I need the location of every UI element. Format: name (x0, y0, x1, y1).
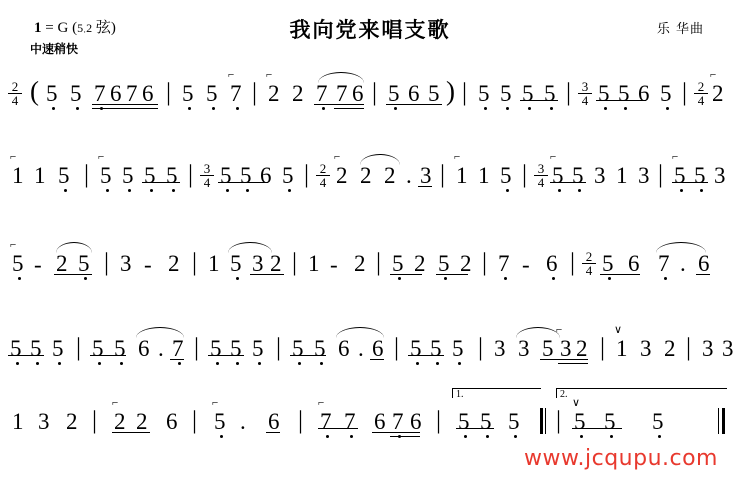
note: 3 (638, 163, 650, 188)
octave-dot-below (16, 362, 19, 365)
barline: | (440, 161, 446, 188)
note: 7 (320, 409, 332, 434)
note: 5 (508, 409, 520, 434)
beam-line (54, 274, 92, 275)
barline: | (478, 334, 484, 361)
octave-dot-below (216, 362, 219, 365)
note: 2 (292, 81, 304, 106)
octave-dot-below (36, 362, 39, 365)
slur (516, 324, 563, 338)
octave-dot-below (610, 435, 613, 438)
note: 3 (518, 336, 530, 361)
note-extension-dash: - (522, 252, 530, 277)
note: 5 (674, 163, 686, 188)
note: 7 (344, 409, 356, 434)
note: 7 (658, 251, 670, 276)
beam-line (318, 428, 358, 429)
grace-mark: ⌐ (672, 151, 679, 163)
key-signature: 1 = G ($5_\cdot 2$ 弦) (34, 20, 116, 37)
note: . (358, 336, 364, 361)
barline: | (462, 79, 468, 106)
note: 2 (414, 251, 426, 276)
note: 5 (114, 336, 126, 361)
note-extension-dash: - (330, 252, 338, 277)
grace-mark: ⌐ (10, 239, 17, 251)
note: 2 (136, 409, 148, 434)
note: 6 (374, 409, 386, 434)
grace-mark: ⌐ (228, 69, 235, 81)
beam-line (8, 355, 44, 356)
phrase-paren-close: ) (446, 76, 455, 106)
note: 2 (114, 409, 126, 434)
grace-mark: ⌐ (266, 69, 273, 81)
note: 5 (78, 251, 90, 276)
octave-dot-below (120, 362, 123, 365)
time-signature: $\frac{3}{4}$ (578, 80, 592, 108)
grace-mark: ⌐ (556, 324, 563, 336)
note: 5 (214, 409, 226, 434)
note: 5 (458, 409, 470, 434)
note: 3 (420, 163, 432, 188)
time-signature: $\frac{2}{4}$ (582, 250, 596, 278)
barline: | (376, 249, 382, 276)
note: 2 (270, 251, 282, 276)
barline: | (682, 79, 688, 106)
note: 5 (12, 251, 24, 276)
octave-dot-below (326, 435, 329, 438)
barline: | (188, 161, 194, 188)
note: 5 (392, 251, 404, 276)
note: 5 (92, 336, 104, 361)
note: 2 (664, 336, 676, 361)
grace-mark: ⌐ (550, 151, 557, 163)
barline: | (92, 407, 98, 434)
note-extension-dash: - (144, 252, 152, 277)
note: 5 (282, 163, 294, 188)
note: 5 (52, 336, 64, 361)
note: 5 (652, 409, 664, 434)
note: 3 (494, 336, 506, 361)
beam-line (90, 355, 126, 356)
barline: | (192, 249, 198, 276)
note: 3 (120, 251, 132, 276)
note: 7 (316, 81, 328, 106)
octave-dot-below (236, 277, 239, 280)
octave-dot-below (320, 362, 323, 365)
page-title: 我向党来唱支歌 (289, 17, 451, 42)
note: . (680, 251, 686, 276)
note: 3 (38, 409, 50, 434)
note: 6 (260, 163, 272, 188)
note: 5 (206, 81, 218, 106)
octave-dot-below (514, 435, 517, 438)
volta-label-1: 1. (456, 389, 464, 400)
note: 5 (230, 251, 242, 276)
barline: | (194, 334, 200, 361)
note: 5 (30, 336, 42, 361)
note: 5 (100, 163, 112, 188)
note: 5 (292, 336, 304, 361)
barline: | (686, 334, 692, 361)
note: 5 (452, 336, 464, 361)
grace-mark: ⌐ (98, 151, 105, 163)
grace-mark: ⌐ (710, 69, 717, 81)
grace-mark: ⌐ (318, 397, 325, 409)
note: 5 (210, 336, 222, 361)
octave-dot-below (98, 362, 101, 365)
note: 5 (10, 336, 22, 361)
note: 1 (308, 251, 320, 276)
note: 7 (126, 81, 138, 106)
barline: | (84, 161, 90, 188)
note: 1 (616, 163, 628, 188)
octave-dot-below (436, 362, 439, 365)
barline: | (76, 334, 82, 361)
octave-dot-below (58, 362, 61, 365)
note: 6 (142, 81, 154, 106)
note: . (158, 336, 164, 361)
barline: | (522, 161, 528, 188)
note: 2 (336, 163, 348, 188)
note: 7 (498, 251, 510, 276)
note: 5 (252, 336, 264, 361)
grace-mark: ⌐ (10, 151, 17, 163)
note: 6 (698, 251, 710, 276)
note: 3 (252, 251, 264, 276)
barline: | (566, 79, 572, 106)
note: 6 (110, 81, 122, 106)
barline: | (658, 161, 664, 188)
note: 5 (182, 81, 194, 106)
note: 7 (94, 81, 106, 106)
tempo-marking: 中速稍快 (30, 42, 79, 56)
octave-dot-below (416, 362, 419, 365)
slur (336, 327, 384, 338)
note: 5 (122, 163, 134, 188)
music-system-1-tail (0, 70, 740, 126)
note: 2 (168, 251, 180, 276)
note: 1 (12, 409, 24, 434)
music-system-3 (0, 240, 740, 296)
barline: | (482, 249, 488, 276)
note: 1 (616, 336, 628, 361)
barline: | (252, 79, 258, 106)
note: 7 (230, 81, 242, 106)
octave-dot-below (486, 435, 489, 438)
note: 6 (408, 81, 420, 106)
note: 2 (56, 251, 68, 276)
note: 1 (208, 251, 220, 276)
octave-dot-below (552, 277, 555, 280)
volta-label-2: 2. (560, 389, 568, 400)
note: . (406, 163, 412, 188)
note: 5 (428, 81, 440, 106)
note: 3 (640, 336, 652, 361)
note: 6 (628, 251, 640, 276)
watermark: www.jcqupu.com (524, 446, 718, 471)
note: 5 (572, 163, 584, 188)
note: 2 (576, 336, 588, 361)
note-extension-dash: - (34, 252, 42, 277)
octave-dot-below (504, 277, 507, 280)
note: 6 (338, 336, 350, 361)
time-signature: $\frac{3}{4}$ (534, 162, 548, 190)
note: 7 (392, 409, 404, 434)
note: 5 (430, 336, 442, 361)
note: 5 (230, 336, 242, 361)
note: 1 (478, 163, 490, 188)
note: 6 (410, 409, 422, 434)
note: 3 (714, 163, 726, 188)
note: 2 (360, 163, 372, 188)
note: 6 (546, 251, 558, 276)
volta-bracket-1 (452, 388, 541, 398)
note: 5 (240, 163, 252, 188)
note: 2 (354, 251, 366, 276)
octave-dot-below (258, 362, 261, 365)
slur (656, 242, 706, 253)
note: 5 (574, 409, 586, 434)
note: 1 (12, 163, 24, 188)
grace-mark: ⌐ (454, 151, 461, 163)
composer-credit: 乐 华曲 (656, 22, 704, 37)
note: 2 (460, 251, 472, 276)
note: 6 (372, 336, 384, 361)
note: 3 (560, 336, 572, 361)
octave-dot-below (220, 435, 223, 438)
octave-dot-below (458, 362, 461, 365)
beam-line (390, 436, 420, 437)
octave-dot-below (464, 435, 467, 438)
note: 5 (500, 81, 512, 106)
beam-line (600, 274, 640, 275)
note: 5 (500, 163, 512, 188)
music-system-4 (0, 325, 740, 381)
note: 5 (618, 81, 630, 106)
beam-line (456, 428, 494, 429)
grace-mark: ∨ (572, 397, 581, 409)
note: . (240, 409, 246, 434)
slur (136, 327, 184, 338)
note: 5 (598, 81, 610, 106)
barline: | (372, 79, 378, 106)
barline: | (394, 334, 400, 361)
note: 6 (352, 81, 364, 106)
note: 5 (602, 251, 614, 276)
barline: | (166, 79, 172, 106)
time-signature: $\frac{2}{4}$ (8, 80, 22, 108)
note: 5 (388, 81, 400, 106)
beam-line (372, 432, 420, 433)
octave-dot-below (236, 362, 239, 365)
barline: | (436, 407, 442, 434)
note: 5 (604, 409, 616, 434)
note: 5 (166, 163, 178, 188)
barline: | (192, 407, 198, 434)
note: 1 (34, 163, 46, 188)
octave-dot-below (84, 277, 87, 280)
barline: | (104, 249, 110, 276)
note: 5 (478, 81, 490, 106)
note: 2 (384, 163, 396, 188)
barline: | (292, 249, 298, 276)
barline: | (276, 334, 282, 361)
note: 5 (544, 81, 556, 106)
note: 7 (336, 81, 348, 106)
note: 5 (694, 163, 706, 188)
note: 5 (220, 163, 232, 188)
octave-dot-below (398, 277, 401, 280)
grace-mark: ⌐ (212, 397, 219, 409)
volta-bracket-2 (556, 388, 727, 398)
time-signature: $\frac{2}{4}$ (316, 162, 330, 190)
beam-line (208, 355, 244, 356)
beam-line (390, 274, 422, 275)
note: 2 (712, 81, 724, 106)
note: 2 (268, 81, 280, 106)
note: 7 (172, 336, 184, 361)
octave-dot-below (658, 435, 661, 438)
beam-line (558, 363, 588, 364)
note: 5 (660, 81, 672, 106)
note: 5 (314, 336, 326, 361)
grace-mark: ∨ (614, 324, 623, 336)
final-barline (718, 408, 724, 434)
note: 6 (268, 409, 280, 434)
beam-line (436, 274, 468, 275)
time-signature: $\frac{3}{4}$ (200, 162, 214, 190)
octave-dot-below (608, 277, 611, 280)
note: 5 (70, 81, 82, 106)
repeat-barline (540, 408, 546, 434)
octave-dot-below (18, 277, 21, 280)
note: 5 (46, 81, 58, 106)
octave-dot-below (444, 277, 447, 280)
note: 5 (410, 336, 422, 361)
octave-dot-below (664, 277, 667, 280)
note: 5 (144, 163, 156, 188)
barline: | (600, 334, 606, 361)
beam-line (572, 428, 622, 429)
barline: | (304, 161, 310, 188)
beam-line (540, 359, 588, 360)
note: 6 (638, 81, 650, 106)
note: 5 (522, 81, 534, 106)
note: 3 (722, 336, 734, 361)
time-signature: $\frac{2}{4}$ (694, 80, 708, 108)
barline: | (298, 407, 304, 434)
grace-mark: ⌐ (334, 151, 341, 163)
note: 3 (594, 163, 606, 188)
beam-line (370, 359, 384, 360)
note: 1 (456, 163, 468, 188)
note: 5 (58, 163, 70, 188)
octave-dot-below (350, 435, 353, 438)
beam-line (112, 432, 150, 433)
octave-dot-below (298, 362, 301, 365)
beam-line (250, 274, 284, 275)
beam-line (290, 355, 326, 356)
slur (228, 242, 272, 253)
beam-line (408, 355, 444, 356)
note: 5 (480, 409, 492, 434)
beam-line (696, 274, 710, 275)
note: 5 (542, 336, 554, 361)
barline: | (556, 407, 562, 434)
note: 6 (138, 336, 150, 361)
beam-line (266, 432, 280, 433)
note: 2 (66, 409, 78, 434)
music-system-2-tail (0, 152, 740, 208)
phrase-paren-open: ( (30, 76, 39, 106)
octave-dot-below (178, 362, 181, 365)
note: 5 (438, 251, 450, 276)
note: 5 (552, 163, 564, 188)
octave-dot-below (580, 435, 583, 438)
beam-line (170, 359, 184, 360)
note: 3 (702, 336, 714, 361)
grace-mark: ⌐ (112, 397, 119, 409)
barline: | (570, 249, 576, 276)
note: 6 (166, 409, 178, 434)
slur (56, 242, 92, 253)
